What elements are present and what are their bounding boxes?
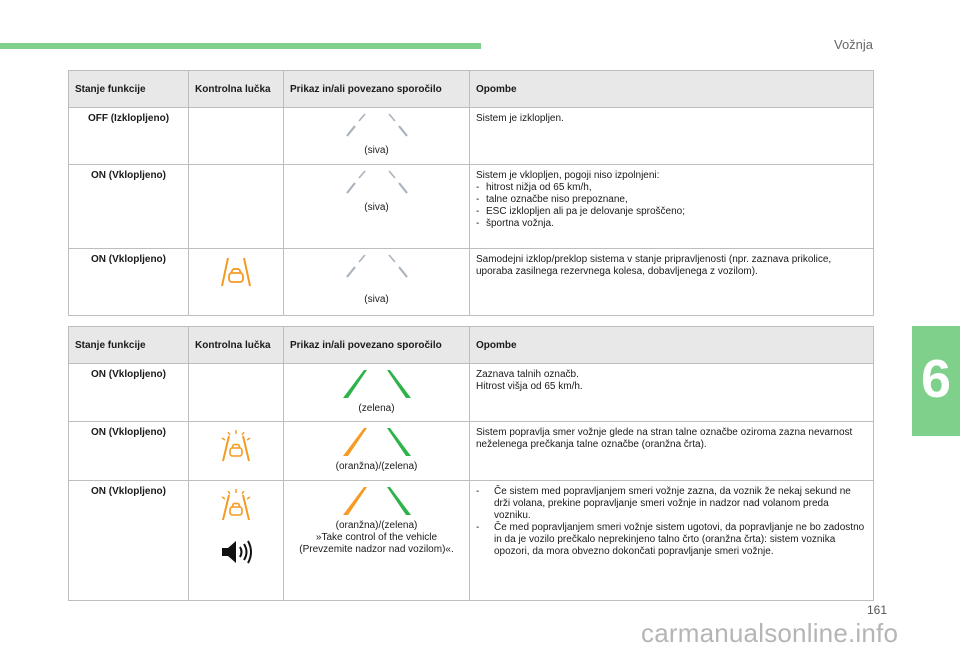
note-cell [470, 481, 874, 601]
lamp-cell [189, 422, 284, 481]
header-display: Prikaz in/ali povezano sporočilo [284, 327, 470, 364]
note-list [476, 486, 867, 558]
state-cell: ON (Vklopljeno) [69, 422, 189, 481]
display-cell [284, 422, 470, 481]
lane-assist-active-icon [218, 487, 254, 523]
lamp-cell [189, 249, 284, 316]
note-cell: Sistem je izklopljen. [470, 108, 874, 165]
speaker-icon [219, 538, 253, 566]
display-caption: (oranžna)/(zelena) [335, 520, 418, 531]
lane-markings-orange-green-icon [337, 485, 417, 517]
lane-assist-standby-icon [219, 255, 253, 289]
header-notes: Opombe [470, 71, 874, 108]
display-caption: (oranžna)/(zelena) [335, 461, 418, 472]
header-display: Prikaz in/ali povezano sporočilo [284, 71, 470, 108]
note-line: Hitrost višja od 65 km/h. [476, 381, 583, 392]
lane-assist-active-icon [218, 428, 254, 464]
page-number: 161 [867, 603, 888, 617]
header-lamp: Kontrolna lučka [189, 71, 284, 108]
chapter-number: 6 [920, 349, 952, 409]
note-cell [470, 364, 874, 422]
list-item: - Če sistem med popravljanjem smeri vožnje zazna, da voznik že nekaj sekund ne drži volana, prekine popravljanje smeri vožnje in nadzor nad volanom preda vozniku. [476, 486, 867, 522]
chapter-tab [912, 326, 960, 436]
note-cell [470, 165, 874, 249]
display-caption: (zelena) [358, 403, 395, 414]
lane-markings-orange-green-icon [337, 426, 417, 458]
watermark: carmanualsonline.info [641, 618, 899, 648]
table-row [69, 108, 874, 165]
display-caption: (siva) [364, 294, 389, 305]
header-notes: Opombe [470, 327, 874, 364]
display-cell [284, 108, 470, 165]
header-lamp: Kontrolna lučka [189, 327, 284, 364]
status-table-1 [68, 70, 874, 316]
lane-markings-green-icon [337, 368, 417, 400]
state-cell: ON (Vklopljeno) [69, 481, 189, 601]
lamp-cell [189, 165, 284, 249]
note-list [476, 182, 867, 230]
display-cell [284, 364, 470, 422]
list-item: - ESC izklopljen ali pa je delovanje sproščeno; [476, 206, 867, 218]
header-state: Stanje funkcije [69, 71, 189, 108]
state-cell: OFF (Izklopljeno) [69, 108, 189, 165]
lamp-cell [189, 108, 284, 165]
lane-markings-grey-icon [337, 169, 417, 199]
display-cell [284, 481, 470, 601]
note-cell: Samodejni izklop/preklop sistema v stanje pripravljenosti (npr. zaznava prikolice, uporaba zasilnega rezervnega kolesa, dobavljenega z vozilom). [470, 249, 874, 316]
list-item: - športna vožnja. [476, 218, 867, 230]
table-row [69, 422, 874, 481]
lamp-cell [189, 481, 284, 601]
table-row [69, 481, 874, 601]
table-header-row [69, 71, 874, 108]
warning-message: »Take control of the vehicle (Prevzemite nadzor nad vozilom)«. [299, 532, 454, 555]
state-cell: ON (Vklopljeno) [69, 364, 189, 422]
table-row [69, 165, 874, 249]
table-header-row [69, 327, 874, 364]
list-item: - talne označbe niso prepoznane, [476, 194, 867, 206]
top-accent-bar [0, 43, 481, 49]
section-title: Vožnja [834, 37, 874, 52]
note-line: Zaznava talnih označb. [476, 369, 579, 380]
lane-markings-grey-icon [337, 253, 417, 283]
display-caption: (siva) [364, 202, 389, 213]
table-row [69, 364, 874, 422]
state-cell: ON (Vklopljeno) [69, 165, 189, 249]
status-table-2 [68, 326, 874, 601]
lamp-cell [189, 364, 284, 422]
note-cell: Sistem popravlja smer vožnje glede na stran talne označbe oziroma zazna nevarnost neželenega prečkanja talne označbe (oranžna črta). [470, 422, 874, 481]
display-cell [284, 249, 470, 316]
header-state: Stanje funkcije [69, 327, 189, 364]
list-item: - hitrost nižja od 65 km/h, [476, 182, 867, 194]
note-intro: Sistem je vklopljen, pogoji niso izpolnjeni: [476, 170, 660, 181]
display-caption: (siva) [364, 145, 389, 156]
list-item: - Če med popravljanjem smeri vožnje sistem ugotovi, da popravljanje ne bo zadostno in da je vozilo prečkalo neprekinjeno talno črto (oranžna črta): sistem voznika opozori, da mora obvezno dokončati popravljanje smeri vožnje. [476, 522, 867, 558]
table-row [69, 249, 874, 316]
lane-markings-grey-icon [337, 112, 417, 142]
display-cell [284, 165, 470, 249]
state-cell: ON (Vklopljeno) [69, 249, 189, 316]
